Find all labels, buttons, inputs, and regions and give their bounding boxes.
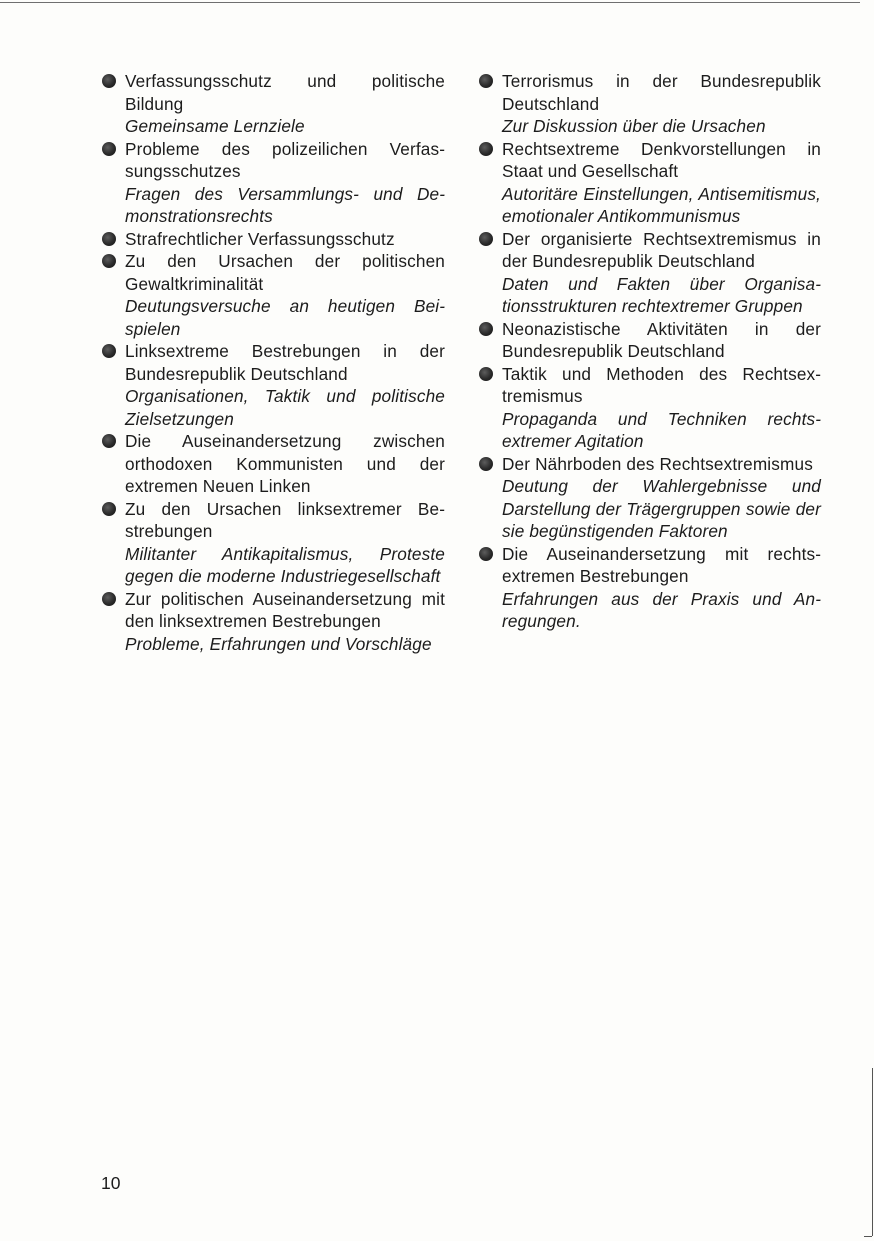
entry-title: Zur politischen Auseinandersetzung mit den linksextremen Bestrebungen <box>125 588 445 631</box>
entry-title: Neonazistische Aktivitäten in der Bundesrepublik Deutschland <box>502 318 821 361</box>
list-item <box>101 588 445 656</box>
bullet-icon <box>479 232 493 246</box>
list-item <box>478 453 821 543</box>
entry-title: Verfassungsschutz und politische Bildung <box>125 71 445 114</box>
list-item <box>478 138 821 228</box>
bullet-icon <box>479 367 493 381</box>
entry-title: Taktik und Methoden des Rechtsextremismus <box>502 363 821 406</box>
entry-subtitle: Fragen des Versammlungs- und Demonstrationsrechts <box>125 183 445 226</box>
entry-title: Der organisierte Rechtsextremismus in der Bundesrepublik Deutschland <box>502 228 821 271</box>
entry-title: Der Nährboden des Rechtsextremismus <box>502 453 813 474</box>
entry-subtitle: Gemeinsame Lernziele <box>125 116 305 136</box>
bullet-icon <box>102 592 116 606</box>
entry-subtitle: Probleme, Erfahrungen und Vorschläge <box>125 633 432 654</box>
bullet-icon <box>102 232 116 246</box>
right-column-list <box>478 70 821 633</box>
entry-subtitle: Erfahrungen aus der Praxis und Anregungen. <box>502 588 821 631</box>
right-edge-rule <box>872 1068 873 1236</box>
entry-title: Terrorismus in der Bundesrepublik Deutschland <box>502 71 821 114</box>
bullet-icon <box>102 74 116 88</box>
list-item <box>101 498 445 588</box>
bullet-icon <box>479 547 493 561</box>
list-item <box>101 430 445 498</box>
list-item <box>478 318 821 363</box>
bullet-icon <box>479 142 493 156</box>
entry-title: Linksextreme Bestrebungen in der Bundesrepublik Deutschland <box>125 341 445 384</box>
left-column-list <box>101 70 445 655</box>
entry-title: Die Auseinandersetzung zwischen orthodoxen Kommunisten und der extremen Neuen Linken <box>125 431 445 496</box>
bullet-icon <box>479 74 493 88</box>
entry-title: Strafrechtlicher Verfassungsschutz <box>125 228 395 249</box>
entry-subtitle: Autoritäre Einstellungen, Antisemitismus, emotionaler Antikommunismus <box>502 183 821 226</box>
bullet-icon <box>102 254 116 268</box>
bullet-icon <box>479 322 493 336</box>
bullet-icon <box>102 142 116 156</box>
bullet-icon <box>102 434 116 448</box>
entry-title: Rechtsextreme Denkvorstellungen in Staat und Gesellschaft <box>502 138 821 181</box>
entry-subtitle: Organisationen, Taktik und politische Zielsetzungen <box>125 386 445 429</box>
list-item <box>478 70 821 138</box>
entry-title: Zu den Ursachen der politischen Gewaltkriminalität <box>125 251 445 294</box>
list-item <box>101 228 445 251</box>
entry-subtitle: Zur Diskussion über die Ursachen <box>502 116 766 136</box>
right-edge-tick <box>864 1236 872 1237</box>
entry-subtitle: Militanter Antikapitalismus, Proteste gegen die moderne Industriegesellschaft <box>125 543 445 586</box>
entry-subtitle: Daten und Fakten über Organisationsstrukturen rechtextremer Gruppen <box>502 273 821 316</box>
bullet-icon <box>102 502 116 516</box>
list-item <box>478 543 821 633</box>
entry-subtitle: Deutung der Wahlergebnisse und Darstellung der Trägergruppen sowie der sie begünstigenden Faktoren <box>502 476 821 541</box>
list-item <box>101 138 445 228</box>
list-item <box>101 250 445 340</box>
list-item <box>101 70 445 138</box>
entry-subtitle: Deutungsversuche an heutigen Beispielen <box>125 296 445 339</box>
entry-title: Zu den Ursachen linksextremer Bestrebungen <box>125 498 445 541</box>
entry-title: Die Auseinandersetzung mit rechtsextremen Bestrebungen <box>502 543 821 586</box>
top-edge-rule <box>0 2 860 3</box>
bullet-icon <box>479 457 493 471</box>
list-item <box>101 340 445 430</box>
list-item <box>478 228 821 318</box>
list-item <box>478 363 821 453</box>
entry-subtitle: Propaganda und Techniken rechtsextremer Agitation <box>502 408 821 451</box>
bullet-icon <box>102 344 116 358</box>
page-number: 10 <box>101 1173 121 1193</box>
entry-title: Probleme des polizeilichen Verfassungsschutzes <box>125 138 445 181</box>
